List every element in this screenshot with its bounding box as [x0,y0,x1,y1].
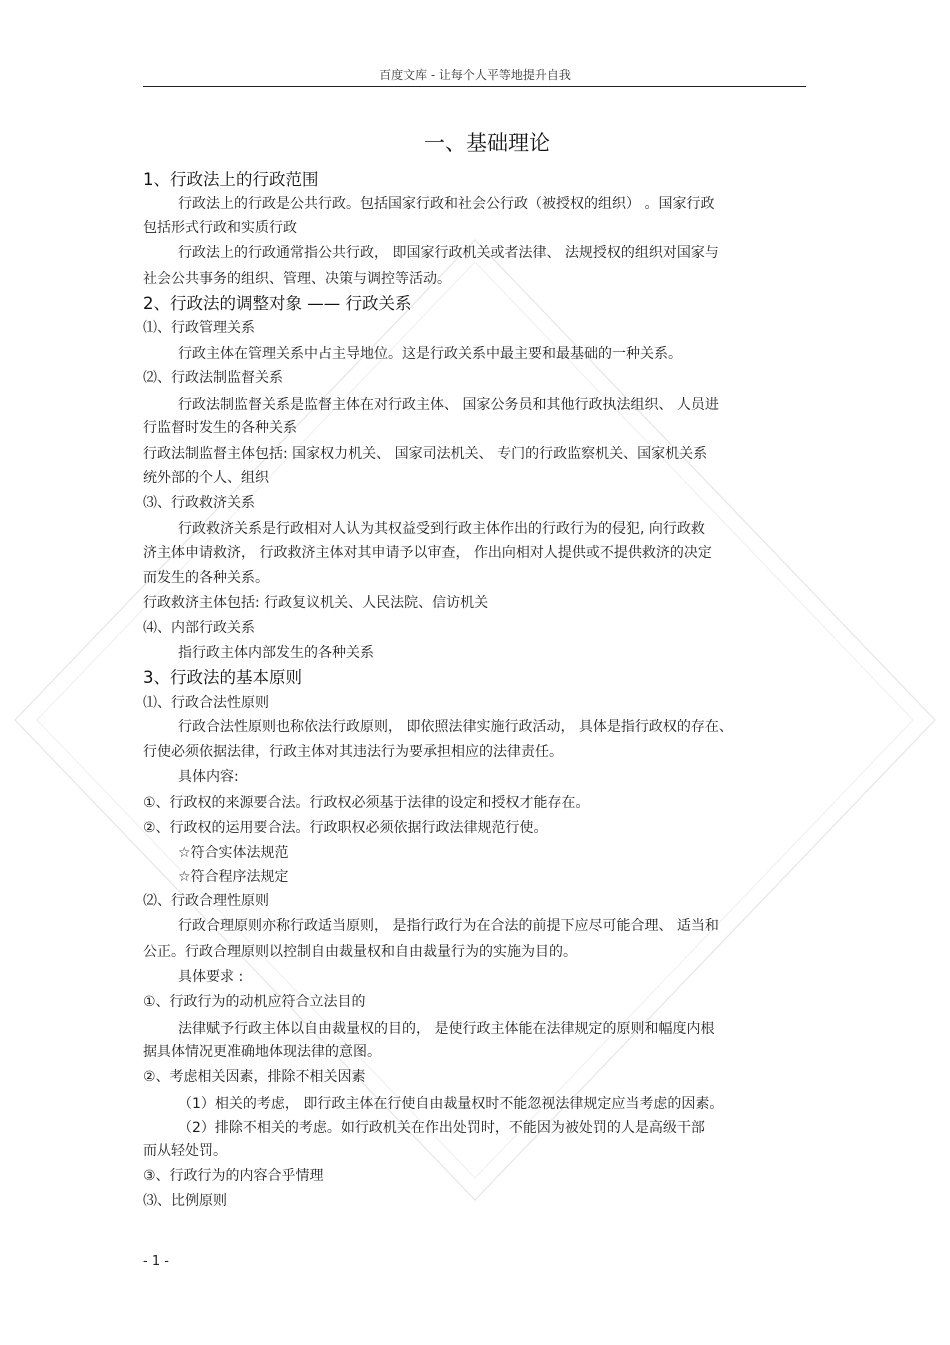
subsection-heading: ⑴、行政合法性原则 [143,695,269,711]
list-item: ☆符合实体法规范 [178,845,289,861]
page-title: 一、基础理论 [424,131,550,155]
paragraph-line: 行政救济关系是行政相对人认为其权益受到行政主体作出的行政行为的侵犯, 向行政救 [178,521,705,537]
paragraph-line: 行监督时发生的各种关系 [143,420,297,436]
paragraph-line: 行政法上的行政是公共行政。包括国家行政和社会公行政（被授权的组织） 。国家行政 [178,196,715,212]
page-number: - 1 - [143,1254,169,1269]
paragraph-line: 指行政主体内部发生的各种关系 [178,645,374,661]
section-heading: 1、行政法上的行政范围 [143,170,319,189]
subsection-heading: ⑶、行政救济关系 [143,495,255,511]
list-item: ☆符合程序法规定 [178,869,289,885]
paragraph-line: 而从轻处罚。 [143,1143,227,1159]
paragraph-line: 行政主体在管理关系中占主导地位。这是行政关系中最主要和最基础的一种关系。 [178,346,682,362]
subsection-heading: ⑷、内部行政关系 [143,620,255,636]
section-heading: 2、行政法的调整对象 —— 行政关系 [143,294,412,313]
page-header: 百度文库 - 让每个人平等地提升自我 [379,68,571,82]
paragraph-line: 社会公共事务的组织、管理、决策与调控等活动。 [143,271,451,287]
paragraph-line: 具体要求 : [178,969,244,985]
paragraph-line: 行政法制监督关系是监督主体在对行政主体、 国家公务员和其他行政执法组织、 人员进 [178,397,719,413]
paragraph-line: 据具体情况更准确地体现法律的意图。 [143,1044,381,1060]
list-item: ②、行政权的运用要合法。行政职权必须依据行政法律规范行使。 [143,820,548,836]
list-item: ②、考虑相关因素，排除不相关因素 [143,1069,366,1085]
paragraph-line: 法律赋予行政主体以自由裁量权的目的， 是使行政主体能在法律规定的原则和幅度内根 [178,1021,715,1037]
paragraph-line: 而发生的各种关系。 [143,570,269,586]
paragraph-line: （1）相关的考虑， 即行政主体在行使自由裁量权时不能忽视法律规定应当考虑的因素。 [178,1096,724,1112]
paragraph-line: 公正。行政合理原则以控制自由裁量权和自由裁量行为的实施为目的。 [143,944,577,960]
header-rule [143,86,806,87]
subsection-heading: ⑵、行政合理性原则 [143,893,269,909]
paragraph-line: 具体内容: [178,769,239,785]
paragraph-line: 行政合理原则亦称行政适当原则， 是指行政行为在合法的前提下应尽可能合理、 适当和 [178,918,719,934]
paragraph-line: 行政法制监督主体包括: 国家权力机关、 国家司法机关、 专门的行政监察机关、国家机关系 [143,446,708,462]
section-heading: 3、行政法的基本原则 [143,668,302,687]
list-item: ③、行政行为的内容合乎情理 [143,1168,324,1184]
paragraph-line: 行政法上的行政通常指公共行政， 即国家行政机关或者法律、 法规授权的组织对国家与 [178,245,719,261]
list-item: ①、行政权的来源要合法。行政权必须基于法律的设定和授权才能存在。 [143,795,590,811]
paragraph-line: 统外部的个人、组织 [143,470,269,486]
paragraph-line: 济主体申请救济， 行政救济主体对其申请予以审查， 作出向相对人提供或不提供救济的决定 [143,545,712,561]
subsection-heading: ⑴、行政管理关系 [143,320,255,336]
subsection-heading: ⑵、行政法制监督关系 [143,370,283,386]
paragraph-line: 行政救济主体包括: 行政复议机关、人民法院、信访机关 [143,595,489,611]
paragraph-line: （2）排除不相关的考虑。如行政机关在作出处罚时，不能因为被处罚的人是高级干部 [178,1120,705,1136]
paragraph-line: 包括形式行政和实质行政 [143,220,297,236]
subsection-heading: ⑶、比例原则 [143,1193,227,1209]
paragraph-line: 行使必须依据法律，行政主体对其违法行为要承担相应的法律责任。 [143,744,563,760]
paragraph-line: 行政合法性原则也称依法行政原则， 即依照法律实施行政活动， 具体是指行政权的存在、 [178,719,733,735]
list-item: ①、行政行为的动机应符合立法目的 [143,994,366,1010]
